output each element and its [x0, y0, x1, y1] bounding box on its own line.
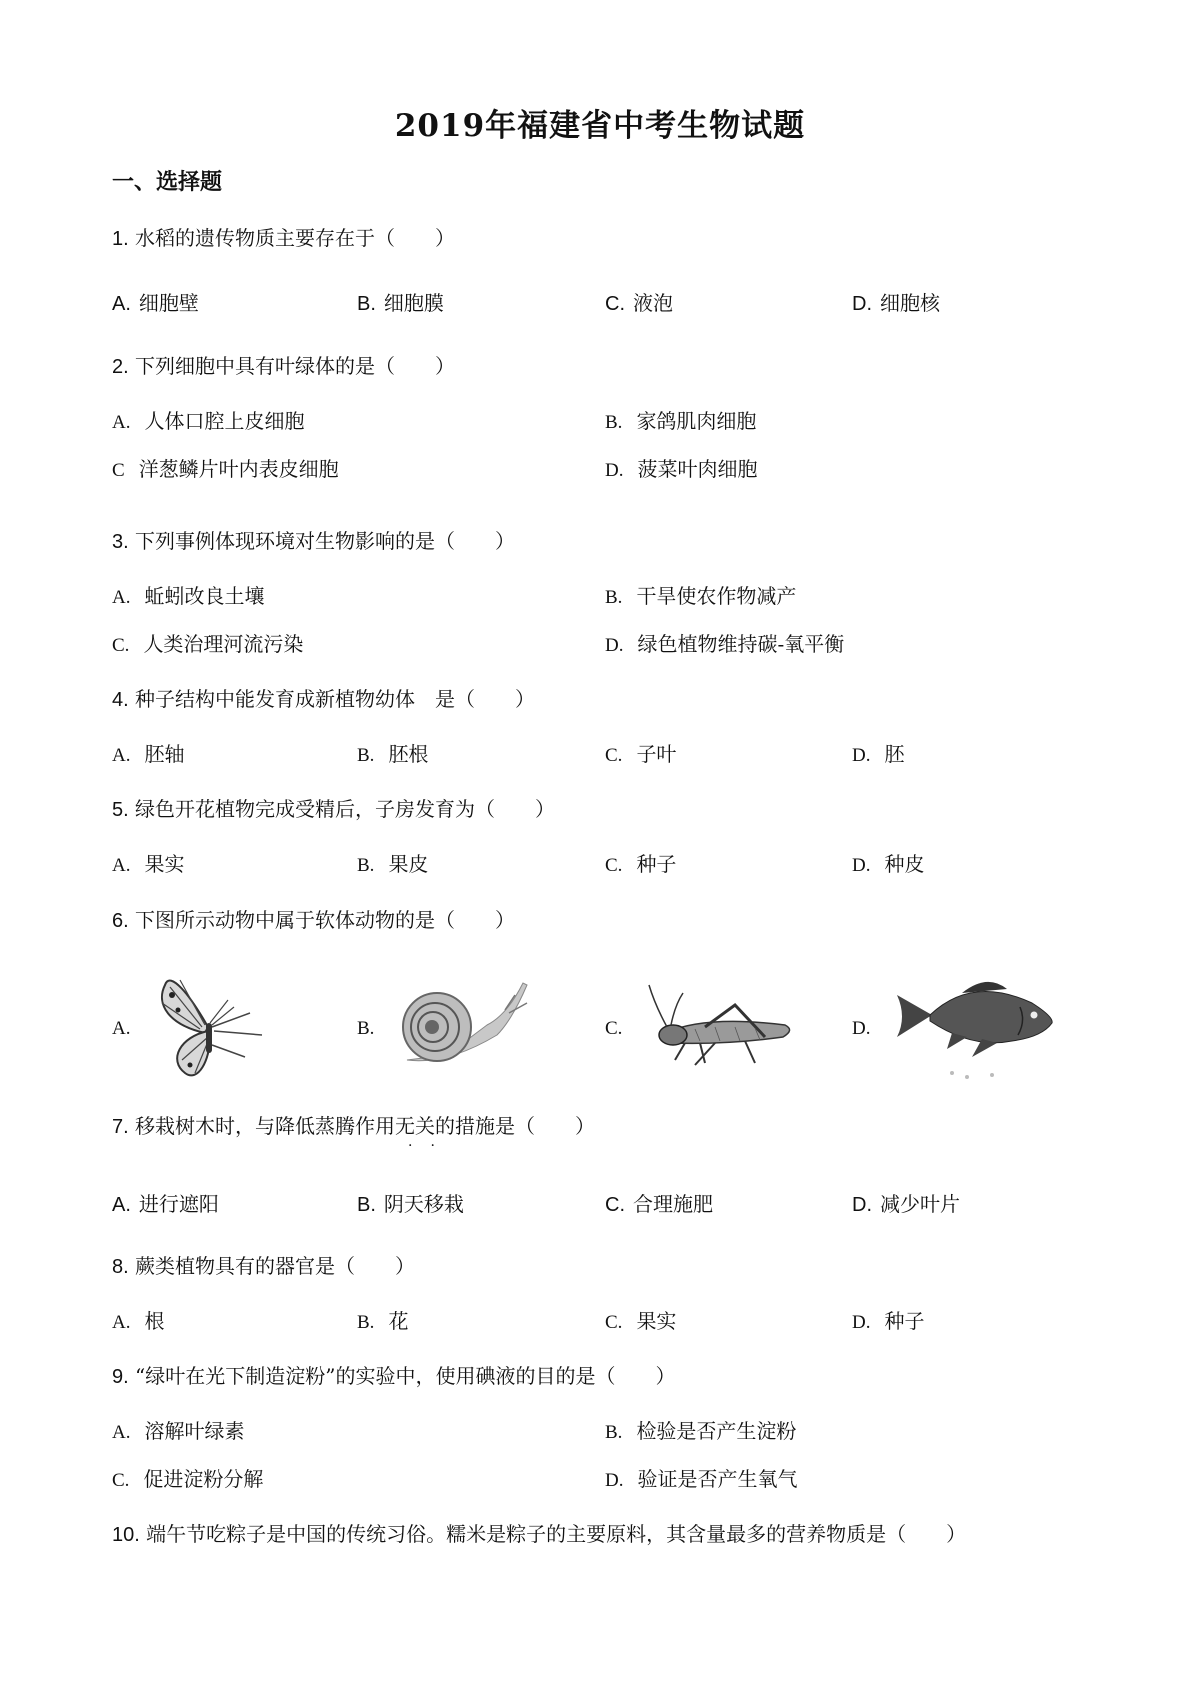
option-8d: D. 种子: [852, 1309, 925, 1333]
section-heading: 一、选择题: [112, 170, 223, 195]
option-3c: C. 人类治理河流污染: [112, 632, 304, 656]
question-10: [112, 1518, 966, 1547]
option-1d: D. 细胞核: [852, 291, 940, 315]
grasshopper-image: [645, 965, 805, 1085]
option-8a: A. 根: [112, 1309, 165, 1333]
option-4d: D. 胚: [852, 742, 905, 766]
option-4a: A. 胚轴: [112, 742, 185, 766]
option-7a: A. 进行遮阳: [112, 1192, 219, 1216]
option-1a: A. 细胞壁: [112, 291, 199, 315]
option-6a: A.: [112, 965, 292, 1085]
question-text: 下图所示动物中属于软体动物的是（ ）: [135, 908, 516, 932]
option-3a: A. 蚯蚓改良土壤: [112, 584, 265, 608]
butterfly-image: [150, 965, 280, 1085]
option-4b: B. 胚根: [357, 742, 429, 766]
option-1b: B. 细胞膜: [357, 291, 444, 315]
question-2: [112, 350, 455, 379]
question-number: 9.: [112, 1366, 129, 1388]
option-1c: C. 液泡: [605, 291, 673, 315]
option-6b: B.: [357, 965, 537, 1085]
question-text: 蕨类植物具有的器官是（ ）: [135, 1254, 416, 1278]
option-9b: B. 检验是否产生淀粉: [605, 1419, 797, 1443]
option-3b: B. 干旱使农作物减产: [605, 584, 797, 608]
question-1: [112, 222, 455, 251]
question-7: [112, 1110, 595, 1139]
option-7c: C. 合理施肥: [605, 1192, 713, 1216]
question-4: [112, 683, 535, 712]
question-text: 下列细胞中具有叶绿体的是（ ）: [135, 354, 456, 378]
page-title: 2019年福建省中考生物试题: [394, 108, 806, 144]
option-3d: D. 绿色植物维持碳-氧平衡: [605, 632, 845, 656]
question-number: 2.: [112, 356, 129, 378]
question-number: 1.: [112, 228, 129, 250]
question-3: [112, 525, 515, 554]
option-5b: B. 果皮: [357, 852, 429, 876]
question-5: [112, 793, 555, 822]
snail-image: [387, 965, 537, 1085]
question-number: 5.: [112, 799, 129, 821]
option-2b: B. 家鸽肌肉细胞: [605, 409, 757, 433]
option-5d: D. 种皮: [852, 852, 925, 876]
question-text: 移栽树木时，与降低蒸腾作用无关的措施是（ ）: [135, 1114, 596, 1138]
option-7d: D. 减少叶片: [852, 1192, 960, 1216]
question-number: 10.: [112, 1524, 140, 1546]
option-8c: C. 果实: [605, 1309, 677, 1333]
option-9c: C. 促进淀粉分解: [112, 1467, 264, 1491]
question-number: 4.: [112, 689, 129, 711]
question-text: 水稻的遗传物质主要存在于（ ）: [135, 226, 456, 250]
option-8b: B. 花: [357, 1309, 409, 1333]
option-9d: D. 验证是否产生氧气: [605, 1467, 798, 1491]
question-9: [112, 1360, 676, 1389]
option-6d: D.: [852, 965, 1072, 1085]
question-number: 8.: [112, 1256, 129, 1278]
option-5a: A. 果实: [112, 852, 185, 876]
question-number: 6.: [112, 910, 129, 932]
question-text: “绿叶在光下制造淀粉”的实验中，使用碘液的目的是（ ）: [135, 1364, 676, 1388]
emphasis-dots: ··: [408, 1138, 453, 1154]
fish-image: [892, 965, 1062, 1085]
question-text: 端午节吃粽子是中国的传统习俗。糯米是粽子的主要原料，其含量最多的营养物质是（ ）: [146, 1522, 967, 1546]
question-text: 绿色开花植物完成受精后，子房发育为（ ）: [135, 797, 556, 821]
question-number: 7.: [112, 1116, 129, 1138]
question-text: 下列事例体现环境对生物影响的是（ ）: [135, 529, 516, 553]
question-8: [112, 1250, 415, 1279]
option-2d: D. 菠菜叶肉细胞: [605, 457, 758, 481]
option-2c: C 洋葱鳞片叶内表皮细胞: [112, 457, 339, 481]
option-7b: B. 阴天移栽: [357, 1192, 464, 1216]
question-text: 种子结构中能发育成新植物幼体 是（ ）: [135, 687, 536, 711]
option-6c: C.: [605, 965, 805, 1085]
option-2a: A. 人体口腔上皮细胞: [112, 409, 305, 433]
question-number: 3.: [112, 531, 129, 553]
option-4c: C. 子叶: [605, 742, 677, 766]
option-9a: A. 溶解叶绿素: [112, 1419, 245, 1443]
question-6: [112, 904, 515, 933]
option-5c: C. 种子: [605, 852, 677, 876]
